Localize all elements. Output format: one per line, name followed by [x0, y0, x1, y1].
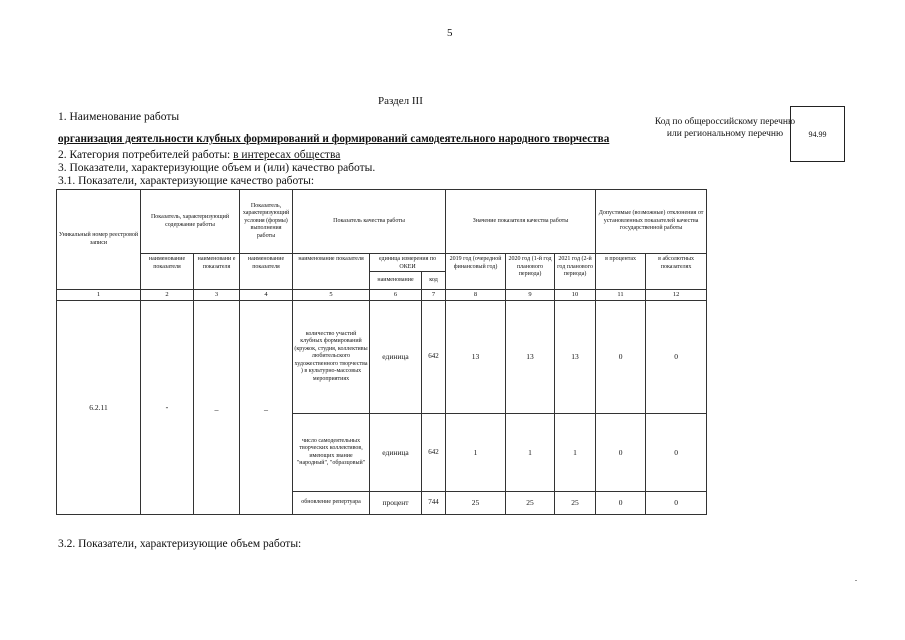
content-indicator-1-cell: -	[141, 301, 194, 515]
deviation-percent-cell: 0	[596, 301, 646, 414]
column-number: 5	[293, 290, 370, 301]
value-2021-cell: 25	[555, 492, 596, 515]
header-deviations: Допустимые (возможные) отклонения от установленных показателей качества государственной работы	[596, 190, 707, 254]
value-2019-cell: 25	[446, 492, 506, 515]
header-in-percent: в процентах	[596, 254, 646, 290]
registry-code-value: 94.99	[808, 129, 827, 139]
header-content-indicator: Показатель, характеризующий содержание работы	[141, 190, 240, 254]
value-2021-cell: 13	[555, 301, 596, 414]
table-row	[57, 301, 707, 414]
column-number: 3	[194, 290, 240, 301]
value-2019-cell: 1	[446, 414, 506, 492]
header-okei-unit: единица измерения по ОКЕИ	[370, 254, 446, 272]
scan-speck	[855, 580, 857, 581]
column-number: 9	[506, 290, 555, 301]
header-year-2020: 2020 год (1-й год планового периода)	[506, 254, 555, 290]
okei-code-cell: 642	[422, 301, 446, 414]
header-content-name-2: наименовани е показателя	[194, 254, 240, 290]
okei-name-cell: единица	[370, 414, 422, 492]
header-okei-name: наименование	[370, 272, 422, 290]
value-2021-cell: 1	[555, 414, 596, 492]
quality-heading: 3.1. Показатели, характеризующие качество работы:	[58, 175, 315, 187]
consumer-category-label: 2. Категория потребителей работы:	[58, 149, 234, 161]
header-year-2019: 2019 год (очередной финансовый год)	[446, 254, 506, 290]
header-content-name-1: наименование показателя	[141, 254, 194, 290]
volume-heading: 3.2. Показатели, характеризующие объем работы:	[58, 538, 302, 550]
deviation-percent-cell: 0	[596, 492, 646, 515]
deviation-percent-cell: 0	[596, 414, 646, 492]
value-2020-cell: 13	[506, 301, 555, 414]
deviation-absolute-cell: 0	[646, 301, 707, 414]
column-number: 11	[596, 290, 646, 301]
header-quality-value: Значение показателя качества работы	[446, 190, 596, 254]
header-condition-name: наименование показателя	[240, 254, 293, 290]
consumer-category-value: в интересах общества	[233, 149, 341, 161]
unique-number-cell: 6.2.11	[57, 301, 141, 515]
deviation-absolute-cell: 0	[646, 414, 707, 492]
header-unique-number: Уникальный номер реестровой записи	[57, 190, 141, 290]
okei-code-cell: 744	[422, 492, 446, 515]
work-name-label: 1. Наименование работы	[58, 111, 180, 123]
okei-code-cell: 642	[422, 414, 446, 492]
value-2019-cell: 13	[446, 301, 506, 414]
header-okei-code: код	[422, 272, 446, 290]
page-number: 5	[447, 27, 453, 39]
section-title: Раздел III	[378, 95, 423, 107]
column-number: 10	[555, 290, 596, 301]
column-number: 6	[370, 290, 422, 301]
header-quality-indicator: Показатель качества работы	[293, 190, 446, 254]
column-number: 12	[646, 290, 707, 301]
column-number: 7	[422, 290, 446, 301]
registry-code-label: Код по общероссийскому перечню или региональному перечню	[654, 117, 796, 139]
value-2020-cell: 25	[506, 492, 555, 515]
value-2020-cell: 1	[506, 414, 555, 492]
registry-code-box	[790, 106, 845, 162]
quality-name-cell: число самодеятельных творческих коллективов, имеющих звание "народный", "образцовый"	[293, 414, 370, 492]
content-indicator-2-cell: _	[194, 301, 240, 515]
consumer-category	[58, 149, 340, 161]
okei-name-cell: процент	[370, 492, 422, 515]
quality-indicators-table	[56, 189, 707, 515]
quality-name-cell: обновление репертуара	[293, 492, 370, 515]
work-name-value: организация деятельности клубных формирований и формирований самодеятельного народного творчества	[58, 133, 610, 145]
header-quality-name: наименование показателя	[293, 254, 370, 290]
okei-name-cell: единица	[370, 301, 422, 414]
column-number: 1	[57, 290, 141, 301]
indicators-heading: 3. Показатели, характеризующие объем и (или) качество работы.	[58, 162, 376, 174]
column-number: 2	[141, 290, 194, 301]
column-number: 4	[240, 290, 293, 301]
header-conditions-indicator: Показатель, характеризующий условия (формы) выполнения работы	[240, 190, 293, 254]
condition-indicator-cell: _	[240, 301, 293, 515]
deviation-absolute-cell: 0	[646, 492, 707, 515]
header-year-2021: 2021 год (2-й год планового периода)	[555, 254, 596, 290]
quality-name-cell: количество участий клубных формирований (кружок, студия, коллективы любительского художественного творчества ) в культурно-массовых мероприятиях	[293, 301, 370, 414]
header-in-absolute: в абсолютных показателях	[646, 254, 707, 290]
column-number: 8	[446, 290, 506, 301]
